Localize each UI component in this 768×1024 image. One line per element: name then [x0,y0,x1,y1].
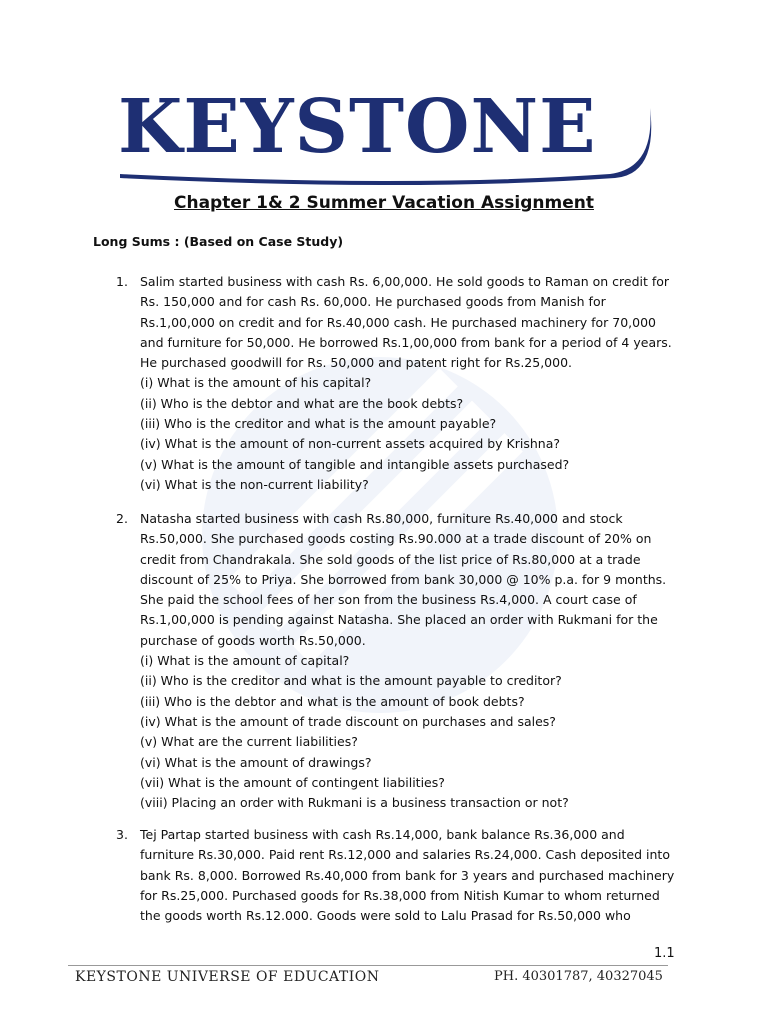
question-line: Rs.50,000. She purchased goods costing Rs.90.000 at a trade discount of 20% on [140,531,652,547]
question-line: furniture Rs.30,000. Paid rent Rs.12,000 and salaries Rs.24,000. Cash deposited into [140,847,670,863]
question-line: Tej Partap started business with cash Rs.14,000, bank balance Rs.36,000 and [140,827,625,842]
footer-institution: KEYSTONE UNIVERSE OF EDUCATION [75,969,380,985]
page-title: Chapter 1& 2 Summer Vacation Assignment [174,193,594,213]
sub-question: (i) What is the amount of capital? [140,653,350,669]
sub-question: (iv) What is the amount of non-current assets acquired by Krishna? [140,436,561,452]
question-line: She paid the school fees of her son from the business Rs.4,000. A court case of [140,592,637,608]
footer-divider [68,965,668,966]
question-line: for Rs.25,000. Purchased goods for Rs.38,000 from Nitish Kumar to whom returned [140,887,660,903]
question-line: purchase of goods worth Rs.50,000. [140,632,366,648]
question-line: the goods worth Rs.12.000. Goods were sold to Lalu Prasad for Rs.50,000 who [140,908,631,924]
question-line: Rs.1,00,000 on credit and for Rs.40,000 cash. He purchased machinery for 70,000 [140,314,656,330]
question-line: Natasha started business with cash Rs.80,000, furniture Rs.40,000 and stock [140,511,623,526]
logo-text: KEYSTONE [118,84,597,170]
question-number: 1. [116,274,128,289]
sub-question: (i) What is the amount of his capital? [140,375,372,391]
question-3 [116,825,680,926]
sub-question: (ii) Who is the debtor and what are the book debts? [140,395,464,411]
question-line: discount of 25% to Priya. She borrowed from bank 30,000 @ 10% p.a. for 9 months. [140,571,667,587]
sub-question: (vi) What is the non-current liability? [140,476,369,492]
question-line: He purchased goodwill for Rs. 50,000 and patent right for Rs.25,000. [140,355,573,371]
sub-question: (iv) What is the amount of trade discount on purchases and sales? [140,713,556,729]
question-line: Rs.1,00,000 is pending against Natasha. She placed an order with Rukmani for the [140,612,658,628]
section-subheading: Long Sums : (Based on Case Study) [93,234,344,249]
sub-question: (vii) What is the amount of contingent liabilities? [140,774,445,790]
question-1 [116,272,680,495]
sub-question: (iii) Who is the creditor and what is the amount payable? [140,416,497,432]
page-number: 1.1 [654,946,675,961]
sub-question: (v) What is the amount of tangible and intangible assets purchased? [140,456,570,472]
sub-question: (ii) Who is the creditor and what is the amount payable to creditor? [140,673,562,689]
question-number: 2. [116,511,128,526]
question-line: Salim started business with cash Rs. 6,00,000. He sold goods to Raman on credit for [140,274,670,289]
sub-question: (v) What are the current liabilities? [140,734,358,750]
question-number: 3. [116,827,128,842]
sub-question: (vi) What is the amount of drawings? [140,754,372,770]
question-line: and furniture for 50,000. He borrowed Rs.1,00,000 from bank for a period of 4 years. [140,334,672,350]
question-2 [116,509,680,813]
sub-question: (iii) Who is the debtor and what is the amount of book debts? [140,693,525,709]
keystone-logo [110,78,655,186]
question-line: Rs. 150,000 and for cash Rs. 60,000. He purchased goods from Manish for [140,294,606,310]
footer-phone: PH. 40301787, 40327045 [494,969,663,984]
sub-question: (viii) Placing an order with Rukmani is a business transaction or not? [140,795,569,811]
question-line: credit from Chandrakala. She sold goods of the list price of Rs.80,000 at a trade [140,551,641,567]
question-line: bank Rs. 8,000. Borrowed Rs.40,000 from bank for 3 years and purchased machinery [140,867,675,883]
